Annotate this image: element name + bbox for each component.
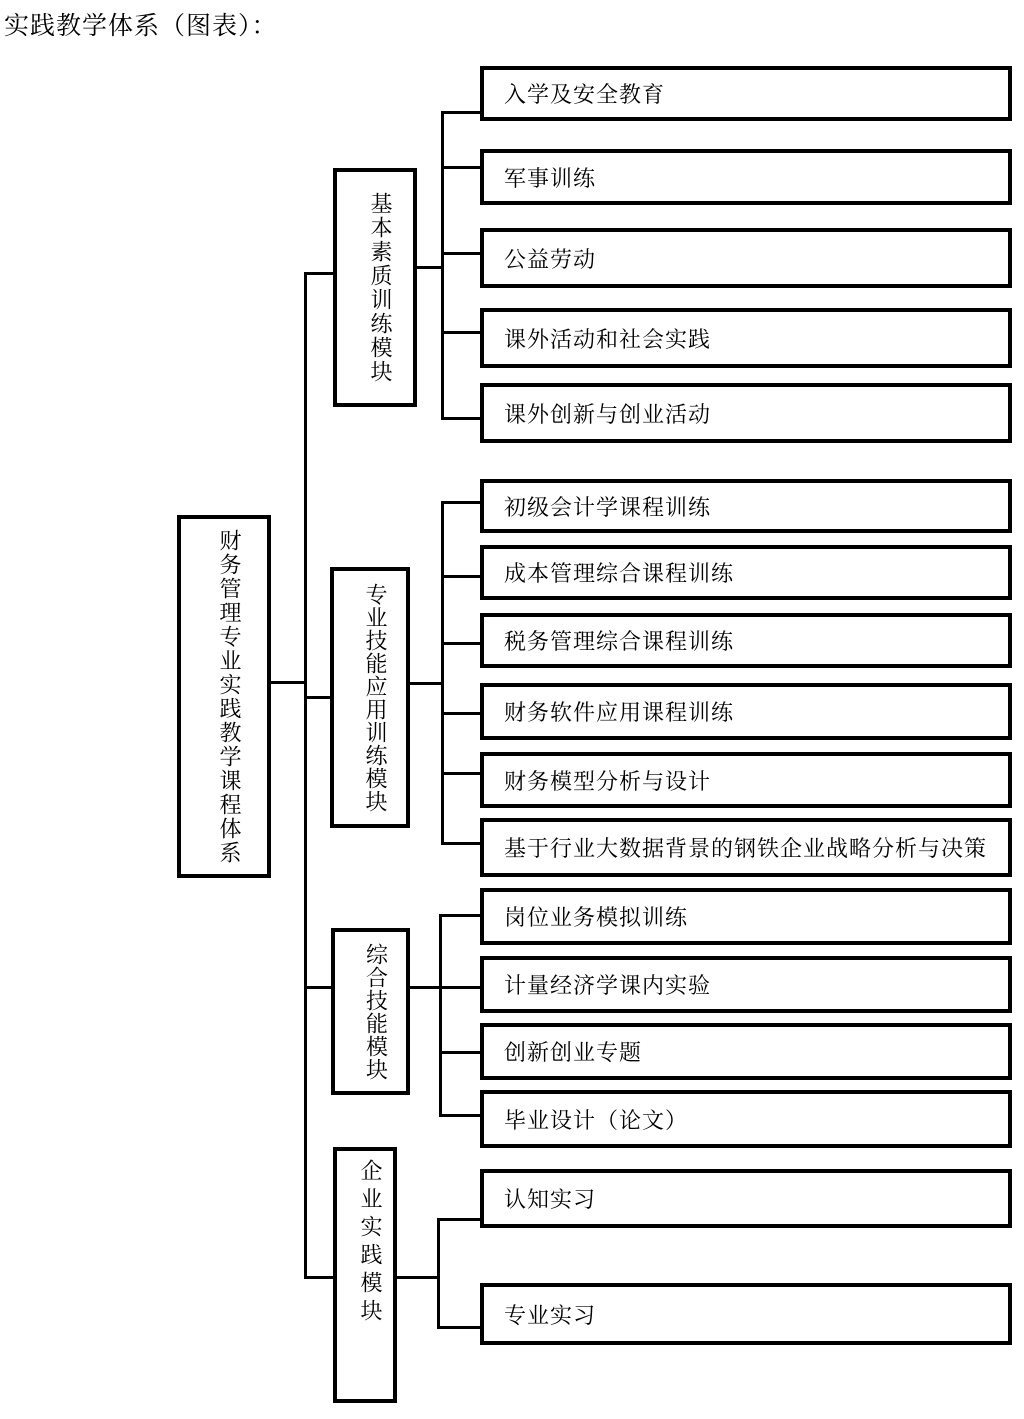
connector-line [441, 111, 484, 114]
connector-line [439, 914, 442, 1116]
course-node [480, 818, 1012, 877]
connector-line [441, 331, 484, 334]
connector-line [441, 772, 484, 775]
course-node [480, 228, 1012, 288]
diagram-title: 实践教学体系（图表）： [4, 13, 278, 40]
course-node-label: 入学及安全教育 [504, 82, 666, 107]
course-node [480, 888, 1012, 945]
root-node-label: 财务管理专业实践教学课程体系 [217, 528, 242, 865]
connector-line [437, 1218, 440, 1328]
course-node [480, 383, 1012, 443]
connector-line [406, 682, 443, 685]
connector-line [441, 111, 444, 419]
course-node-label: 课外活动和社会实践 [504, 326, 712, 352]
course-node-label: 课外创新与创业活动 [504, 401, 712, 427]
course-node-label: 认知实习 [504, 1187, 597, 1212]
course-node [480, 66, 1012, 121]
course-node-label: 专业实习 [504, 1302, 597, 1328]
connector-line [271, 681, 307, 684]
connector-line [393, 1276, 439, 1279]
course-node-label: 毕业设计（论文） [504, 1107, 689, 1133]
connector-line [441, 712, 484, 715]
course-node-label: 初级会计学课程训练 [504, 494, 712, 520]
connector-line [413, 266, 443, 269]
connector-line [441, 842, 484, 845]
connector-line [441, 501, 484, 504]
course-node [480, 683, 1012, 740]
connector-line [441, 252, 484, 255]
connector-line [439, 1051, 484, 1054]
root-node [177, 515, 271, 878]
course-node-label: 岗位业务模拟训练 [504, 905, 689, 930]
connector-line [439, 1114, 484, 1117]
connector-line [406, 986, 441, 989]
course-node [480, 1023, 1012, 1080]
course-node [480, 752, 1012, 808]
module-node-4-label: 企业实践模块 [358, 1159, 383, 1327]
module-node-2 [330, 567, 410, 828]
connector-line [441, 501, 444, 844]
course-node [480, 479, 1012, 533]
module-node-4 [333, 1147, 397, 1403]
course-node [480, 1283, 1012, 1345]
course-node [480, 1090, 1012, 1148]
module-node-3 [331, 928, 410, 1095]
course-node-label: 财务软件应用课程训练 [504, 700, 735, 725]
module-node-3-label: 综合技能模块 [363, 942, 389, 1081]
course-node-label: 创新创业专题 [504, 1040, 643, 1065]
connector-line [441, 575, 484, 578]
course-node [480, 956, 1012, 1013]
course-node-label: 军事训练 [504, 165, 597, 191]
connector-line [441, 642, 484, 645]
connector-line [437, 1218, 484, 1221]
course-node-label: 财务模型分析与设计 [504, 768, 712, 794]
course-node-label: 计量经济学课内实验 [504, 973, 712, 998]
module-node-1 [333, 168, 417, 407]
course-node [480, 308, 1012, 368]
connector-line [439, 986, 484, 989]
connector-line [441, 166, 484, 169]
module-node-2-label: 专业技能应用训练模块 [363, 582, 388, 813]
module-node-1-label: 基本素质训练模块 [368, 191, 393, 384]
course-node-label: 成本管理综合课程训练 [504, 561, 735, 586]
course-node [480, 149, 1012, 205]
connector-line [437, 1326, 484, 1329]
connector-line [441, 417, 484, 420]
course-node-label: 公益劳动 [504, 246, 597, 272]
course-node [480, 545, 1012, 600]
connector-line [304, 272, 307, 1278]
course-node [480, 613, 1012, 668]
course-node-label: 税务管理综合课程训练 [504, 629, 735, 654]
course-node [480, 1169, 1012, 1228]
course-node-label: 基于行业大数据背景的钢铁企业战略分析与决策 [504, 836, 988, 861]
connector-line [439, 914, 484, 917]
